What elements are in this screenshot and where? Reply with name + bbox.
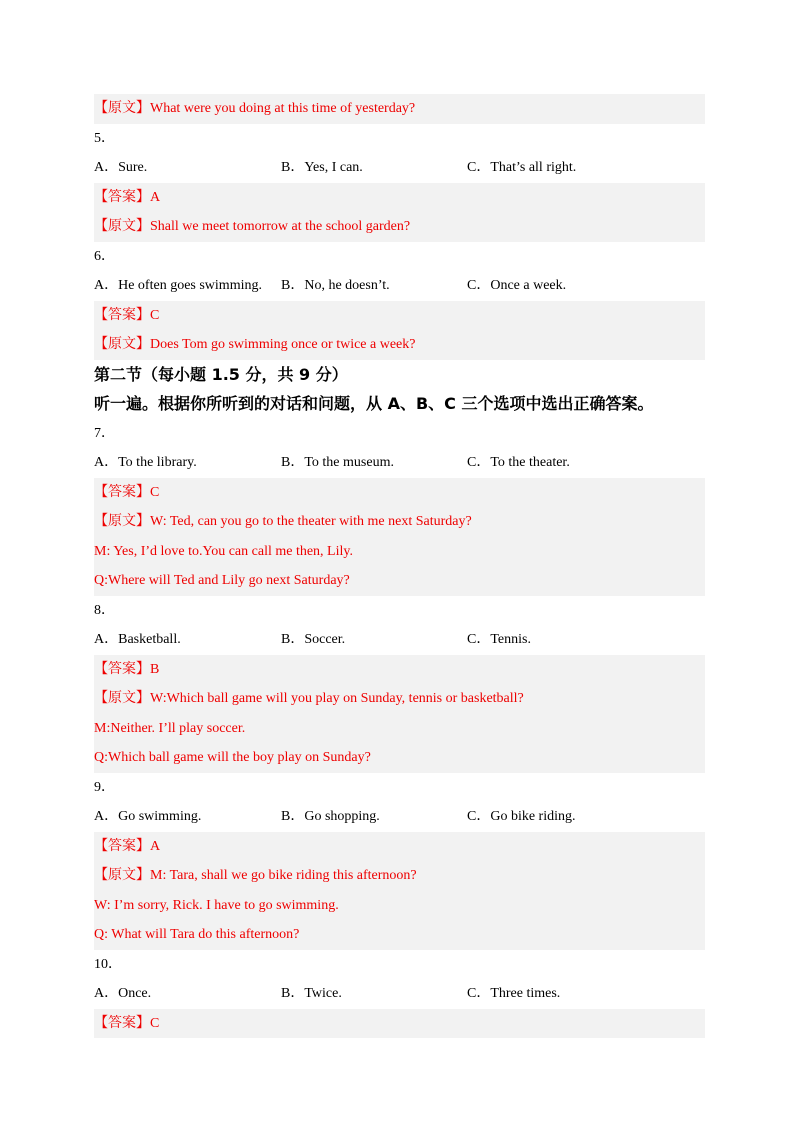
answer-text: What were you doing at this time of yesterday? [150, 101, 416, 116]
answer-text: C [150, 1015, 160, 1031]
answer-tag: 【原文】 [94, 219, 150, 234]
answer-line [94, 537, 705, 567]
option-row [94, 802, 705, 832]
answer-text: A [150, 189, 161, 205]
option-b: B．Twice. [281, 986, 342, 1001]
answer-text: M: Yes, I’d love to.You can call me then, Lily. [94, 543, 353, 559]
answer-block [94, 1009, 705, 1039]
answer-text: C [150, 484, 160, 500]
answer-text: W:Which ball game will you play on Sunday, tennis or basketball? [150, 691, 524, 706]
question-number: 7． [94, 425, 115, 441]
answer-tag: 【答案】 [94, 1015, 150, 1031]
option-row [94, 271, 705, 301]
answer-text: Shall we meet tomorrow at the school garden? [150, 219, 411, 234]
option-c: C．Tennis. [467, 632, 531, 647]
option-row [94, 153, 705, 183]
option-b: B．Soccer. [281, 632, 346, 647]
answer-block [94, 655, 705, 773]
answer-line [94, 212, 705, 242]
answer-line [94, 684, 705, 714]
answer-text: M: Tara, shall we go bike riding this afternoon? [150, 868, 417, 883]
answer-text: Q:Which ball game will the boy play on Sunday? [94, 750, 371, 765]
answer-line [94, 507, 705, 537]
answer-tag: 【答案】 [94, 189, 150, 205]
answer-line [94, 1009, 705, 1039]
option-a: A．Basketball. [94, 632, 181, 647]
answer-line [94, 861, 705, 891]
answer-tag: 【原文】 [94, 691, 150, 706]
question-number: 5． [94, 130, 115, 146]
answer-line [94, 94, 705, 124]
option-b: B．Yes, I can. [281, 160, 363, 175]
answer-text: B [150, 661, 160, 677]
option-b: B．No, he doesn’t. [281, 278, 390, 293]
answer-line [94, 655, 705, 685]
question-number: 10． [94, 956, 122, 972]
option-row [94, 448, 705, 478]
answer-text: W: Ted, can you go to the theater with me next Saturday? [150, 514, 472, 529]
option-row [94, 625, 705, 655]
answer-line [94, 183, 705, 213]
answer-line [94, 714, 705, 744]
answer-text: A [150, 838, 161, 854]
option-a: A．To the library. [94, 455, 197, 470]
answer-tag: 【答案】 [94, 661, 150, 677]
option-c: C．Once a week. [467, 278, 567, 293]
option-c: C．Three times. [467, 986, 561, 1001]
option-b: B．To the museum. [281, 455, 394, 470]
answer-line [94, 566, 705, 596]
answer-text: Q: What will Tara do this afternoon? [94, 927, 300, 942]
answer-line [94, 478, 705, 508]
answer-tag: 【答案】 [94, 838, 150, 854]
answer-line [94, 330, 705, 360]
option-a: A．Sure. [94, 160, 148, 175]
answer-line [94, 920, 705, 950]
option-row [94, 979, 705, 1009]
answer-block [94, 832, 705, 950]
question-number: 8． [94, 602, 115, 618]
option-b: B．Go shopping. [281, 809, 380, 824]
section-heading: 第二节（每小题 1.5 分，共 9 分） [94, 364, 348, 384]
answer-text: W: I’m sorry, Rick. I have to go swimming. [94, 897, 339, 913]
option-a: A．Go swimming. [94, 809, 202, 824]
answer-text: Does Tom go swimming once or twice a week? [150, 337, 416, 352]
answer-line [94, 832, 705, 862]
option-c: C．To the theater. [467, 455, 570, 470]
answer-tag: 【原文】 [94, 337, 150, 352]
question-number: 9． [94, 779, 115, 795]
answer-block [94, 183, 705, 242]
answer-line [94, 891, 705, 921]
answer-tag: 【答案】 [94, 484, 150, 500]
answer-line [94, 743, 705, 773]
answer-tag: 【原文】 [94, 101, 150, 116]
answer-text: C [150, 307, 160, 323]
question-number: 6． [94, 248, 115, 264]
answer-tag: 【原文】 [94, 868, 150, 883]
answer-block [94, 301, 705, 360]
document-page [94, 94, 705, 1038]
answer-text: Q:Where will Ted and Lily go next Saturday? [94, 573, 350, 588]
answer-tag: 【答案】 [94, 307, 150, 323]
option-c: C．That’s all right. [467, 160, 577, 175]
option-a: A．Once. [94, 986, 152, 1001]
answer-text: M:Neither. I’ll play soccer. [94, 720, 246, 736]
answer-tag: 【原文】 [94, 514, 150, 529]
answer-block [94, 478, 705, 596]
option-a: A．He often goes swimming. [94, 278, 262, 293]
answer-block [94, 94, 705, 124]
section-heading: 听一遍。根据你所听到的对话和问题，从 A、B、C 三个选项中选出正确答案。 [94, 394, 654, 413]
option-c: C．Go bike riding. [467, 809, 576, 824]
answer-line [94, 301, 705, 331]
